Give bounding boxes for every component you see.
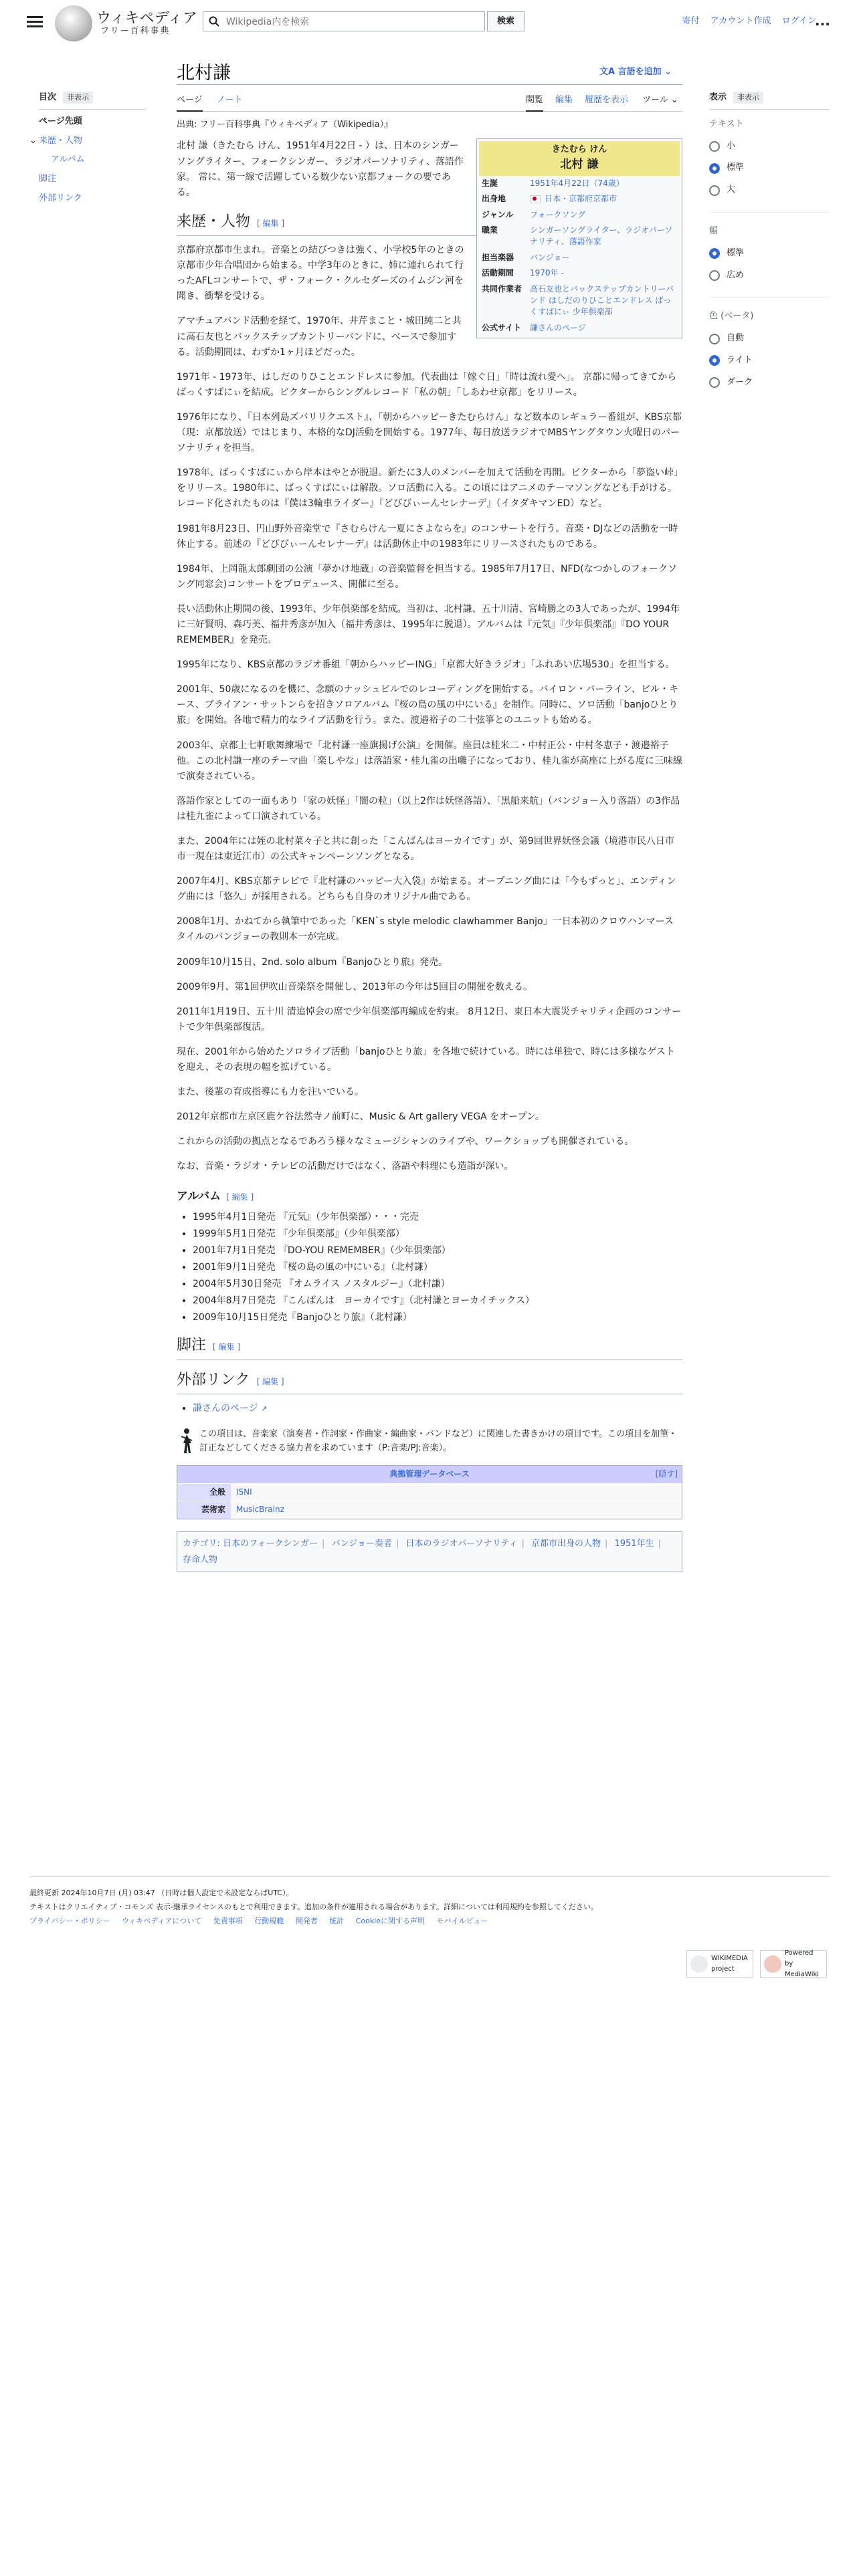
list-item: • 2004年5月30日発売 『オムライス ノスタルジー』（北村謙） [193,1277,682,1292]
footer-link[interactable]: Cookieに関する声明 [355,1916,425,1925]
infobox-header [479,141,680,175]
paragraph: 2011年1月19日、五十川 清追悼会の席で少年倶楽部再編成を約束。 8月12日、東日本大震災チャリティ企画のコンサートで少年倶楽部復活。 [177,1006,682,1033]
source-line: 出典: フリー百科事典『ウィキペディア（Wikipedia）』 [177,120,393,130]
infobox-value[interactable]: 1970年 - [530,268,564,278]
wordmark[interactable]: ウィキペディア [96,10,197,27]
footer-links [29,1915,830,1929]
infobox-key: 担当楽器 [482,252,514,262]
wikipedia-logo-icon[interactable] [55,5,92,41]
external-link-list [193,1401,682,1416]
width-wide-radio[interactable] [709,269,830,283]
category-link[interactable]: バンジョー奏者 [331,1539,392,1549]
authority-value[interactable]: MusicBrainz [231,1501,682,1519]
tab-page[interactable]: ページ [177,94,203,112]
paragraph: 1976年になり、『日本列島ズバリリクエスト』、「朝からハッピーきたむらけん」など数本のレギュラー番組が、KBS京都（現：京都放送）ではじまり、本格的なDJ活動を開始する。1977年、毎日放送ラジオでMBSヤングタウン火曜日のパーソナリティを担当。 [177,411,682,454]
paragraph: 京都府京都市生まれ。音楽との結びつきは強く、小学校5年のときの京都市少年合唱団から始まる。中学3年のときに、姉に連れられて行ったAFLコンサートで、ザ・フォーク・クルセダーズのイムジン河を聞き、衝撃を受ける。 [177,245,464,302]
infobox-row [479,320,680,336]
wikimedia-badge-text: WIKIMEDIA project [711,1955,748,1973]
appearance-title: 表示 [709,92,727,102]
footer [29,1876,830,1929]
color-dark-label: ダーク [727,377,753,387]
page-title: 北村謙 [177,63,231,84]
stub-notice [177,1427,682,1456]
add-languages-label: 言語を追加 [617,67,662,77]
appearance-panel [709,91,830,390]
text-small-radio[interactable] [709,140,830,154]
paragraph: また、後輩の育成指導にも力を注いでいる。 [177,1087,364,1098]
infobox-value[interactable]: 謙さんのページ [530,322,586,332]
list-item: • 1995年4月1日発売 『元気』（少年倶楽部）・・・完売 [193,1210,682,1225]
text-standard-label: 標準 [727,163,745,173]
last-modified: 最終更新 2024年10月7日 (月) 03:47 （日時は個人設定で未設定ならばUTC）。 [29,1889,294,1897]
main-menu-icon[interactable] [27,13,43,29]
edit-section-button[interactable]: [ 編集 ] [226,1192,254,1202]
category-link[interactable]: 存命人物 [183,1554,218,1565]
text-standard-radio[interactable] [709,161,830,175]
lead-paragraph: 北村 謙（きたむら けん、1951年4月22日 - ）は、日本のシンガーソングライター、フォークシンガー、ラジオパーソナリティ、落語作家。 常に、第一線で活躍している数少ない京都フォークの要である。 [177,140,464,198]
paragraph: 2012年京都市左京区鹿ケ谷法然寺ノ前町に、Music & Art gallery VEGA をオープン。 [177,1111,545,1123]
text-small-label: 小 [727,140,736,151]
toc-item-bio[interactable] [29,134,146,148]
login-link[interactable]: ログイン [781,16,816,26]
toc-item-bio-label: 来歴・人物 [39,135,83,146]
category-box: カテゴリ: 日本のフォークシンガー | バンジョー奏者 | 日本のラジオパーソナリティ | 京都市出身の人物 | 1951年生 | 存命人物 [177,1531,682,1572]
paragraph: 長い活動休止期間の後、1993年、少年倶楽部を結成。当初は、北村謙、五十川清、宮崎勝之の3人であったが、1994年に三好賢明、森巧美、福井秀彦が加入（福井秀彦は、1995年に脱退）。アルバムは『元気』『少年倶楽部』『DO YOUR REMEMBER』を発売。 [177,603,680,646]
tab-read[interactable]: 閲覧 [526,94,543,112]
search-box [203,11,485,31]
toc-item-links[interactable]: 外部リンク [39,193,82,203]
infobox-row [479,176,680,191]
width-standard-radio[interactable] [709,247,830,261]
paragraph: 2001年、50歳になるのを機に、念願のナッシュビルでのレコーディングを開始する。バイロン・バーライン、ビル・キース、ブライアン・サットンらを招きソロアルバム『桜の島の風の中にいる』を制作。同時に、ソロ活動「banjoひとり旅」を開始。各地で精力的なライブ活動を行う。また、渡邉裕子の二十弦箏とのユニットも始める。 [177,684,678,726]
album-list [193,1210,682,1326]
paragraph: 1984年、上岡龍太郎劇団の公演「夢かけ地蔵」の音楽監督を担当する。1985年7月17日、NFD(なつかしのフォークソング同窓会)コンサートをプロデュース、開催に至る。 [177,563,678,590]
more-options-icon[interactable]: ··· [815,16,830,32]
paragraph: 1995年になり、KBS京都のラジオ番組「朝からハッピーING」「京都大好きラジオ」「ふれあい広場530」を担当する。 [177,659,675,671]
authority-hide-button[interactable]: [隠す] [655,1469,678,1479]
tab-talk[interactable]: ノート [217,95,243,105]
donate-link[interactable]: 寄付 [682,16,700,26]
section-albums-title: アルバム [177,1189,221,1203]
external-link[interactable]: 謙さんのページ [193,1402,258,1414]
license-text: テキストはクリエイティブ・コモンズ 表示-継承ライセンスのもとで利用できます。追加の条件が適用される場合があります。詳細については利用規約を参照してください。 [29,1902,598,1911]
paragraph: 落語作家としての一面もあり「家の妖怪」「闇の粒」（以上2作は妖怪落語）、「黒船来航」（バンジョー入り落語）の3作品は桂九雀によって口演されている。 [177,795,680,822]
infobox-value[interactable]: バンジョー [530,252,570,262]
paragraph: また、2004年には姪の北村菜々子と共に創った「こんばんはヨーカイです」が、第9回世界妖怪会議（境港市民八日市市一現在は東近江市）の公式キャンペーンソングとなる。 [177,836,674,863]
list-item: • 2009年10月15日発売『Banjoひとり旅』（北村謙） [193,1310,682,1325]
infobox [476,138,682,338]
color-auto-label: 自動 [727,333,745,344]
infobox-value[interactable]: フォークソング [530,209,586,219]
infobox-value[interactable]: 高石友也とバックステップカントリーバンド はしだのりひことエンドレス ばっくすばにぃ 少年倶楽部 [530,284,674,317]
color-light-radio[interactable] [709,354,830,368]
paragraph: アマチュアバンド活動を経て、1970年、井芹まこと・城田純二と共に高石友也とバックステップカントリーバンドに、ベースで参加する。活動期間は、わずか1ヶ月ほどだった。 [177,316,462,358]
infobox-row [479,207,680,223]
infobox-row [479,223,680,250]
width-standard-label: 標準 [727,247,745,258]
create-account-link[interactable]: アカウント作成 [710,16,771,26]
paragraph: 現在、2001年から始めたソロライブ活動「banjoひとり旅」を各地で続けている。時には単独で、時には多様なゲストを迎え、その表現の幅を拡げている。 [177,1046,675,1073]
authority-control [177,1465,682,1519]
mediawiki-badge-text: Powered by MediaWiki [785,1949,820,1978]
authority-title[interactable]: 典拠管理データベース [389,1469,470,1479]
footer-link[interactable]: 免責事項 [213,1916,243,1925]
tab-tools[interactable]: ツール ⌄ [642,95,678,105]
tab-tools-label: ツール [642,95,668,105]
paragraph: 2008年1月、かねてから執筆中であった「KEN`s style melodic clawhammer Banjo」一日本初のクロウハンマースタイルのバンジョーの教則本一が完成。 [177,916,674,943]
text-large-radio[interactable] [709,183,830,197]
category-link[interactable]: 1951年生 [614,1539,654,1549]
musician-icon [179,1427,194,1454]
paragraph: 1981年8月23日、円山野外音楽堂で『さむらけん一夏にさよならを』のコンサートを行う。音楽・DJなどの活動を一時休止する。前述の『どびびぃーんセレナーデ』は活動休止中の1983年にリリースされたものである。 [177,523,678,550]
toc-item-top[interactable]: ページ先頭 [39,116,82,126]
tagline: フリー百科事典 [100,26,171,36]
footer-link[interactable]: 行動規範 [254,1916,284,1925]
paragraph: 2009年10月15日、2nd. solo album『Banjoひとり旅』発売。 [177,956,448,968]
wikimedia-logo-icon [690,1955,708,1973]
header [0,0,859,47]
list-item: • 2001年7月1日発売 『DO-YOU REMEMBER』（少年倶楽部） [193,1243,682,1259]
infobox-value[interactable]: シンガーソングライター、ラジオパーソナリティ、落語作家 [530,225,673,247]
chevron-down-icon[interactable]: ⌄ [29,135,37,146]
toc-item-notes[interactable]: 脚注 [39,174,57,185]
paragraph: これからの活動の拠点となるであろう様々なミュージシャンのライブや、ワークショップも開催されている。 [177,1136,634,1148]
toc-hide-button[interactable]: 非表示 [63,92,93,104]
footer-link[interactable]: 統計 [329,1916,345,1925]
footer-link[interactable]: ウィキペディアについて [121,1916,202,1925]
table-row [177,1483,682,1501]
infobox-key: 共同作業者 [482,284,522,294]
edit-section-button[interactable]: [ 編集 ] [213,1342,241,1352]
title-divider [177,84,682,85]
section-notes-title: 脚注 [177,1337,207,1354]
infobox-row [479,250,680,265]
infobox-key: 活動期間 [482,268,514,278]
tab-edit[interactable]: 編集 [555,95,573,105]
add-languages-button[interactable]: 文A 言語を追加 ⌄ [599,67,672,77]
search-icon [209,16,219,27]
section-bio-title: 来歴・人物 [177,213,251,230]
infobox-key: 職業 [482,225,498,235]
paragraph: 1971年 - 1973年、はしだのりひことエンドレスに参加。代表曲は「嫁ぐ日」「時は流れ愛へ」。 京都に帰ってきてからばっくすばにぃを結成。ビクターからシングルレコード「私の朝」「しあわせ京都」をリリース。 [177,371,677,398]
text-large-label: 大 [727,185,736,195]
infobox-key: ジャンル [482,209,514,219]
list-item: • 1999年5月1日発売 『少年倶楽部』（少年倶楽部） [193,1226,682,1242]
mediawiki-badge[interactable] [760,1950,827,1978]
category-link[interactable]: 日本のフォークシンガー [223,1539,318,1549]
mediawiki-logo-icon [764,1955,781,1973]
external-link-icon: ↗ [261,1404,268,1413]
page-tabs [177,91,682,112]
toc-title: 目次 [39,92,57,102]
search-input[interactable] [225,14,482,30]
edit-section-button[interactable]: [ 編集 ] [256,1376,284,1386]
paragraph: 2003年、京都上七軒歌舞練場で「北村謙一座旗揚げ公演」を開催。座員は桂米二・中村正公・中村冬恵子・渡邉裕子 他。この北村謙一座のテーマ曲「楽しやな」は落語家・桂九雀の出囃子になっており、桂九雀が高座に上がる度に三味線で演奏されている。 [177,740,682,782]
section-heading-links [177,1368,682,1394]
table-of-contents [29,91,146,206]
infobox-ruby: きたむら けん [551,144,607,155]
authority-value[interactable]: ISNI [231,1484,682,1501]
search-button[interactable]: 検索 [487,11,524,31]
paragraph: 2009年9月、第1回伊吹山音楽祭を開催し、2013年の今年は5回目の開催を数える。 [177,981,533,992]
infobox-value[interactable]: 1951年4月22日（74歳） [530,178,624,188]
japan-flag-icon [530,195,541,203]
language-icon: 文A [599,67,618,77]
color-dark-radio[interactable] [709,376,830,390]
paragraph: 2007年4月、KBS京都テレビで『北村謙のハッピー大入袋』が始まる。オープニング曲には「今もずっと」、エンディング曲には「悠久」が採用される。どちらも自身のオリジナル曲である。 [177,876,676,903]
infobox-row [479,265,680,281]
stub-text: この項目は、音楽家（演奏者・作詞家・作曲家・編曲家・バンドなど）に関連した書きかけの項目です。この項目を加筆・訂正などしてくださる協力者を求めています（P:音楽/PJ:音楽）。 [199,1428,677,1454]
edit-section-button[interactable]: [ 編集 ] [257,218,285,228]
infobox-key: 生誕 [482,178,498,188]
list-item: • 2004年8月7日発売 『こんばんは ヨーカイです』（北村謙とヨーカイチックス） [193,1293,682,1309]
text-size-label: テキスト [709,118,744,129]
infobox-key: 出身地 [482,194,506,204]
category-link[interactable]: 京都市出身の人物 [531,1539,601,1549]
wikimedia-badge[interactable] [686,1950,753,1978]
paragraph: 1978年、ばっくすばにぃから岸本はやとが脱退。新たに3人のメンバーを加えて活動を再開。ビクターから「夢盗い峠」をリリース。1980年に、ばっくすばにぃは解散。ソロ活動に入る。この頃にはアニメのテーマソングなども手がける。レコード化されたものは『僕は3輪車ライダー』『どびびぃーんセレナーデ』（イタダキマンED）など。 [177,467,678,510]
color-auto-radio[interactable] [709,332,830,346]
infobox-key: 公式サイト [482,322,522,332]
article-content [177,118,682,1572]
footer-link[interactable]: モバイルビュー [436,1916,488,1925]
footer-link[interactable]: プライバシー・ポリシー [29,1916,110,1925]
infobox-row [479,282,680,320]
color-label: 色 (ベータ) [709,311,754,322]
table-row [177,1501,682,1519]
list-item: • 2001年9月1日発売 『桜の島の風の中にいる』（北村謙） [193,1260,682,1275]
infobox-value[interactable]: 日本・京都府京都市 [545,194,617,204]
toc-item-albums[interactable]: アルバム [51,154,85,165]
authority-key: 全般 [177,1484,231,1501]
section-heading-notes [177,1333,682,1360]
tab-history[interactable]: 履歴を表示 [585,95,629,105]
infobox-name: 北村 謙 [560,158,599,172]
footer-link[interactable]: 開発者 [295,1916,318,1925]
personal-links [674,15,816,29]
paragraph: なお、音楽・ラジオ・テレビの活動だけではなく、落語や料理にも造詣が深い。 [177,1161,514,1172]
width-wide-label: 広め [727,270,745,280]
authority-title-bar [177,1466,682,1483]
authority-key: 芸術家 [177,1501,231,1519]
infobox-row [479,191,680,207]
categories-label[interactable]: カテゴリ: [183,1539,220,1549]
width-label: 幅 [709,225,719,236]
color-light-label: ライト [727,354,753,365]
section-links-title: 外部リンク [177,1371,250,1388]
appearance-hide-button[interactable]: 非表示 [733,92,763,104]
category-link[interactable]: 日本のラジオパーソナリティ [405,1539,518,1549]
section-heading-albums [177,1187,682,1206]
